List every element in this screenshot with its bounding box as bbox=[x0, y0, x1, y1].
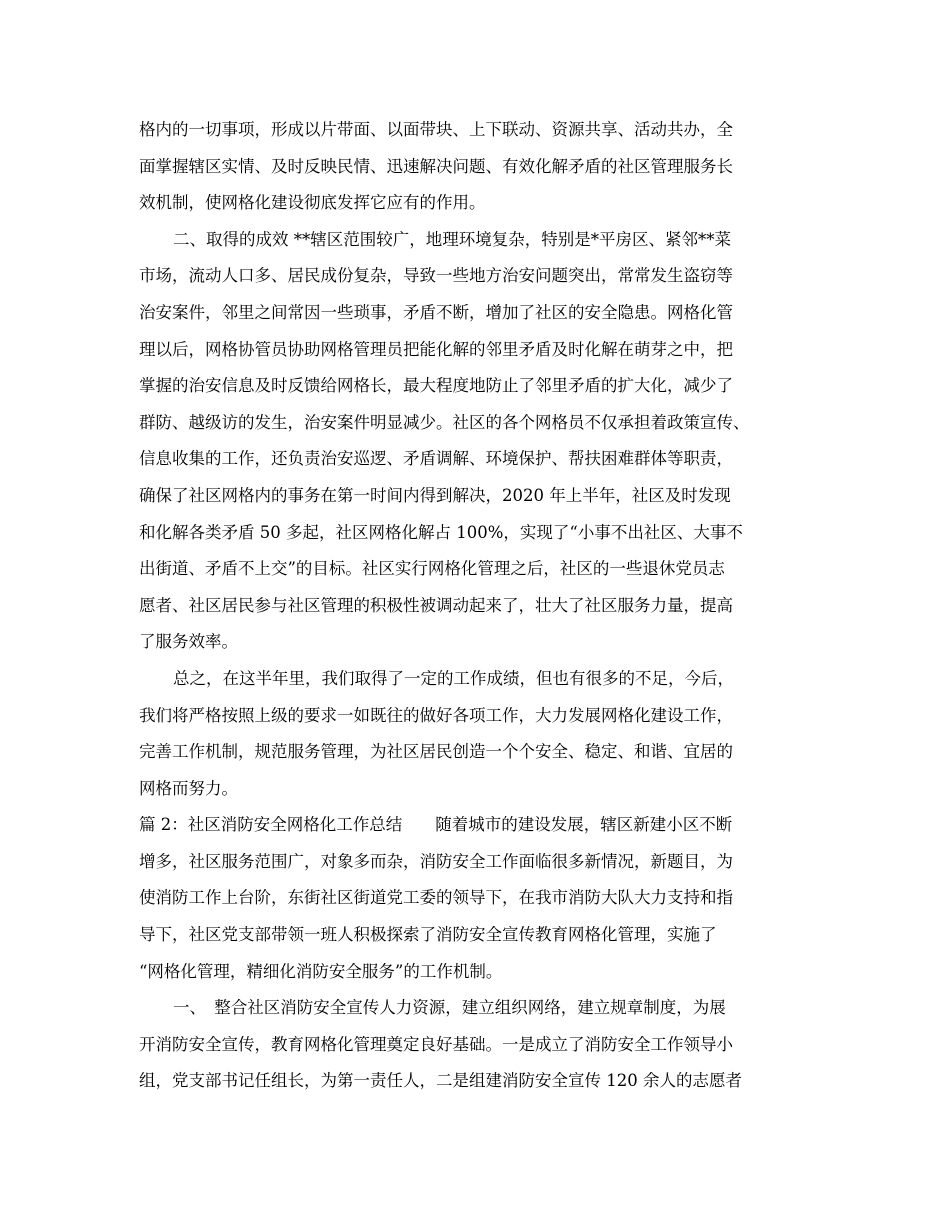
paragraph-start-line: 一、 整合社区消防安全宣传人力资源，建立组织网络，建立规章制度，为展 bbox=[173, 998, 726, 1018]
text-line: “网格化管理，精细化消防安全服务”的工作机制。 bbox=[139, 961, 503, 981]
text-line: 使消防工作上台阶，东街社区街道党工委的领导下，在我市消防大队大力支持和指 bbox=[139, 888, 733, 908]
text-line: 出街道、矛盾不上交”的目标。社区实行网格化管理之后，社区的一些退休党员志 bbox=[139, 559, 725, 579]
text-line: 格内的一切事项，形成以片带面、以面带块、上下联动、资源共享、活动共办，全 bbox=[139, 120, 733, 139]
text-line: 增多，社区服务范围广，对象多而杂，消防安全工作面临很多新情况，新题目，为 bbox=[139, 851, 733, 871]
text-line: 理以后，网格协管员协助网格管理员把能化解的邻里矛盾及时化解在萌芽之中，把 bbox=[139, 339, 733, 359]
text-line: 组，党支部书记任组长，为第一责任人，二是组建消防安全宣传 120 余人的志愿者 bbox=[139, 1071, 742, 1091]
text-line: 完善工作机制，规范服务管理，为社区居民创造一个个安全、稳定、和谐、宜居的 bbox=[139, 742, 733, 762]
text-line: 了服务效率。 bbox=[139, 632, 238, 652]
text-line: 开消防安全宣传，教育网格化管理奠定良好基础。一是成立了消防安全工作领导小 bbox=[139, 1034, 733, 1054]
text-line: 确保了社区网格内的事务在第一时间内得到解决，2020 年上半年，社区及时发现 bbox=[139, 485, 731, 505]
paragraph-start-line: 二、取得的成效 **辖区范围较广，地理环境复杂，特别是*平房区、紧邻**菜 bbox=[173, 229, 731, 249]
text-line: 导下，社区党支部带领一班人积极探索了消防安全宣传教育网格化管理，实施了 bbox=[139, 925, 717, 945]
section-heading-line: 篇 2：社区消防安全网格化工作总结 随着城市的建设发展，辖区新建小区不断 bbox=[139, 815, 733, 835]
text-line: 掌握的治安信息及时反馈给网格长，最大程度地防止了邻里矛盾的扩大化，减少了 bbox=[139, 376, 733, 396]
text-line: 愿者、社区居民参与社区管理的积极性被调动起来了，壮大了社区服务力量，提高 bbox=[139, 595, 733, 615]
paragraph-start-line: 总之，在这半年里，我们取得了一定的工作成绩，但也有很多的不足，今后， bbox=[173, 668, 734, 688]
text-line: 信息收集的工作，还负责治安巡逻、矛盾调解、环境保护、帮扶困难群体等职责， bbox=[139, 449, 733, 469]
text-line: 市场，流动人口多、居民成份复杂，导致一些地方治安问题突出，常常发生盗窃等 bbox=[139, 266, 733, 286]
text-line: 我们将严格按照上级的要求一如既往的做好各项工作，大力发展网格化建设工作， bbox=[139, 705, 733, 725]
text-line: 群防、越级访的发生，治安案件明显减少。社区的各个网格员不仅承担着政策宣传、 bbox=[139, 412, 750, 432]
text-line: 治安案件，邻里之间常因一些琐事，矛盾不断，增加了社区的安全隐患。网格化管 bbox=[139, 302, 733, 322]
text-line: 网格而努力。 bbox=[139, 778, 238, 798]
document-body bbox=[139, 112, 814, 1100]
text-line: 和化解各类矛盾 50 多起，社区网格化解占 100%，实现了“小事不出社区、大事不 bbox=[139, 522, 743, 542]
text-line: 效机制，使网格化建设彻底发挥它应有的作用。 bbox=[139, 193, 486, 213]
text-line: 面掌握辖区实情、及时反映民情、迅速解决问题、有效化解矛盾的社区管理服务长 bbox=[139, 156, 733, 176]
